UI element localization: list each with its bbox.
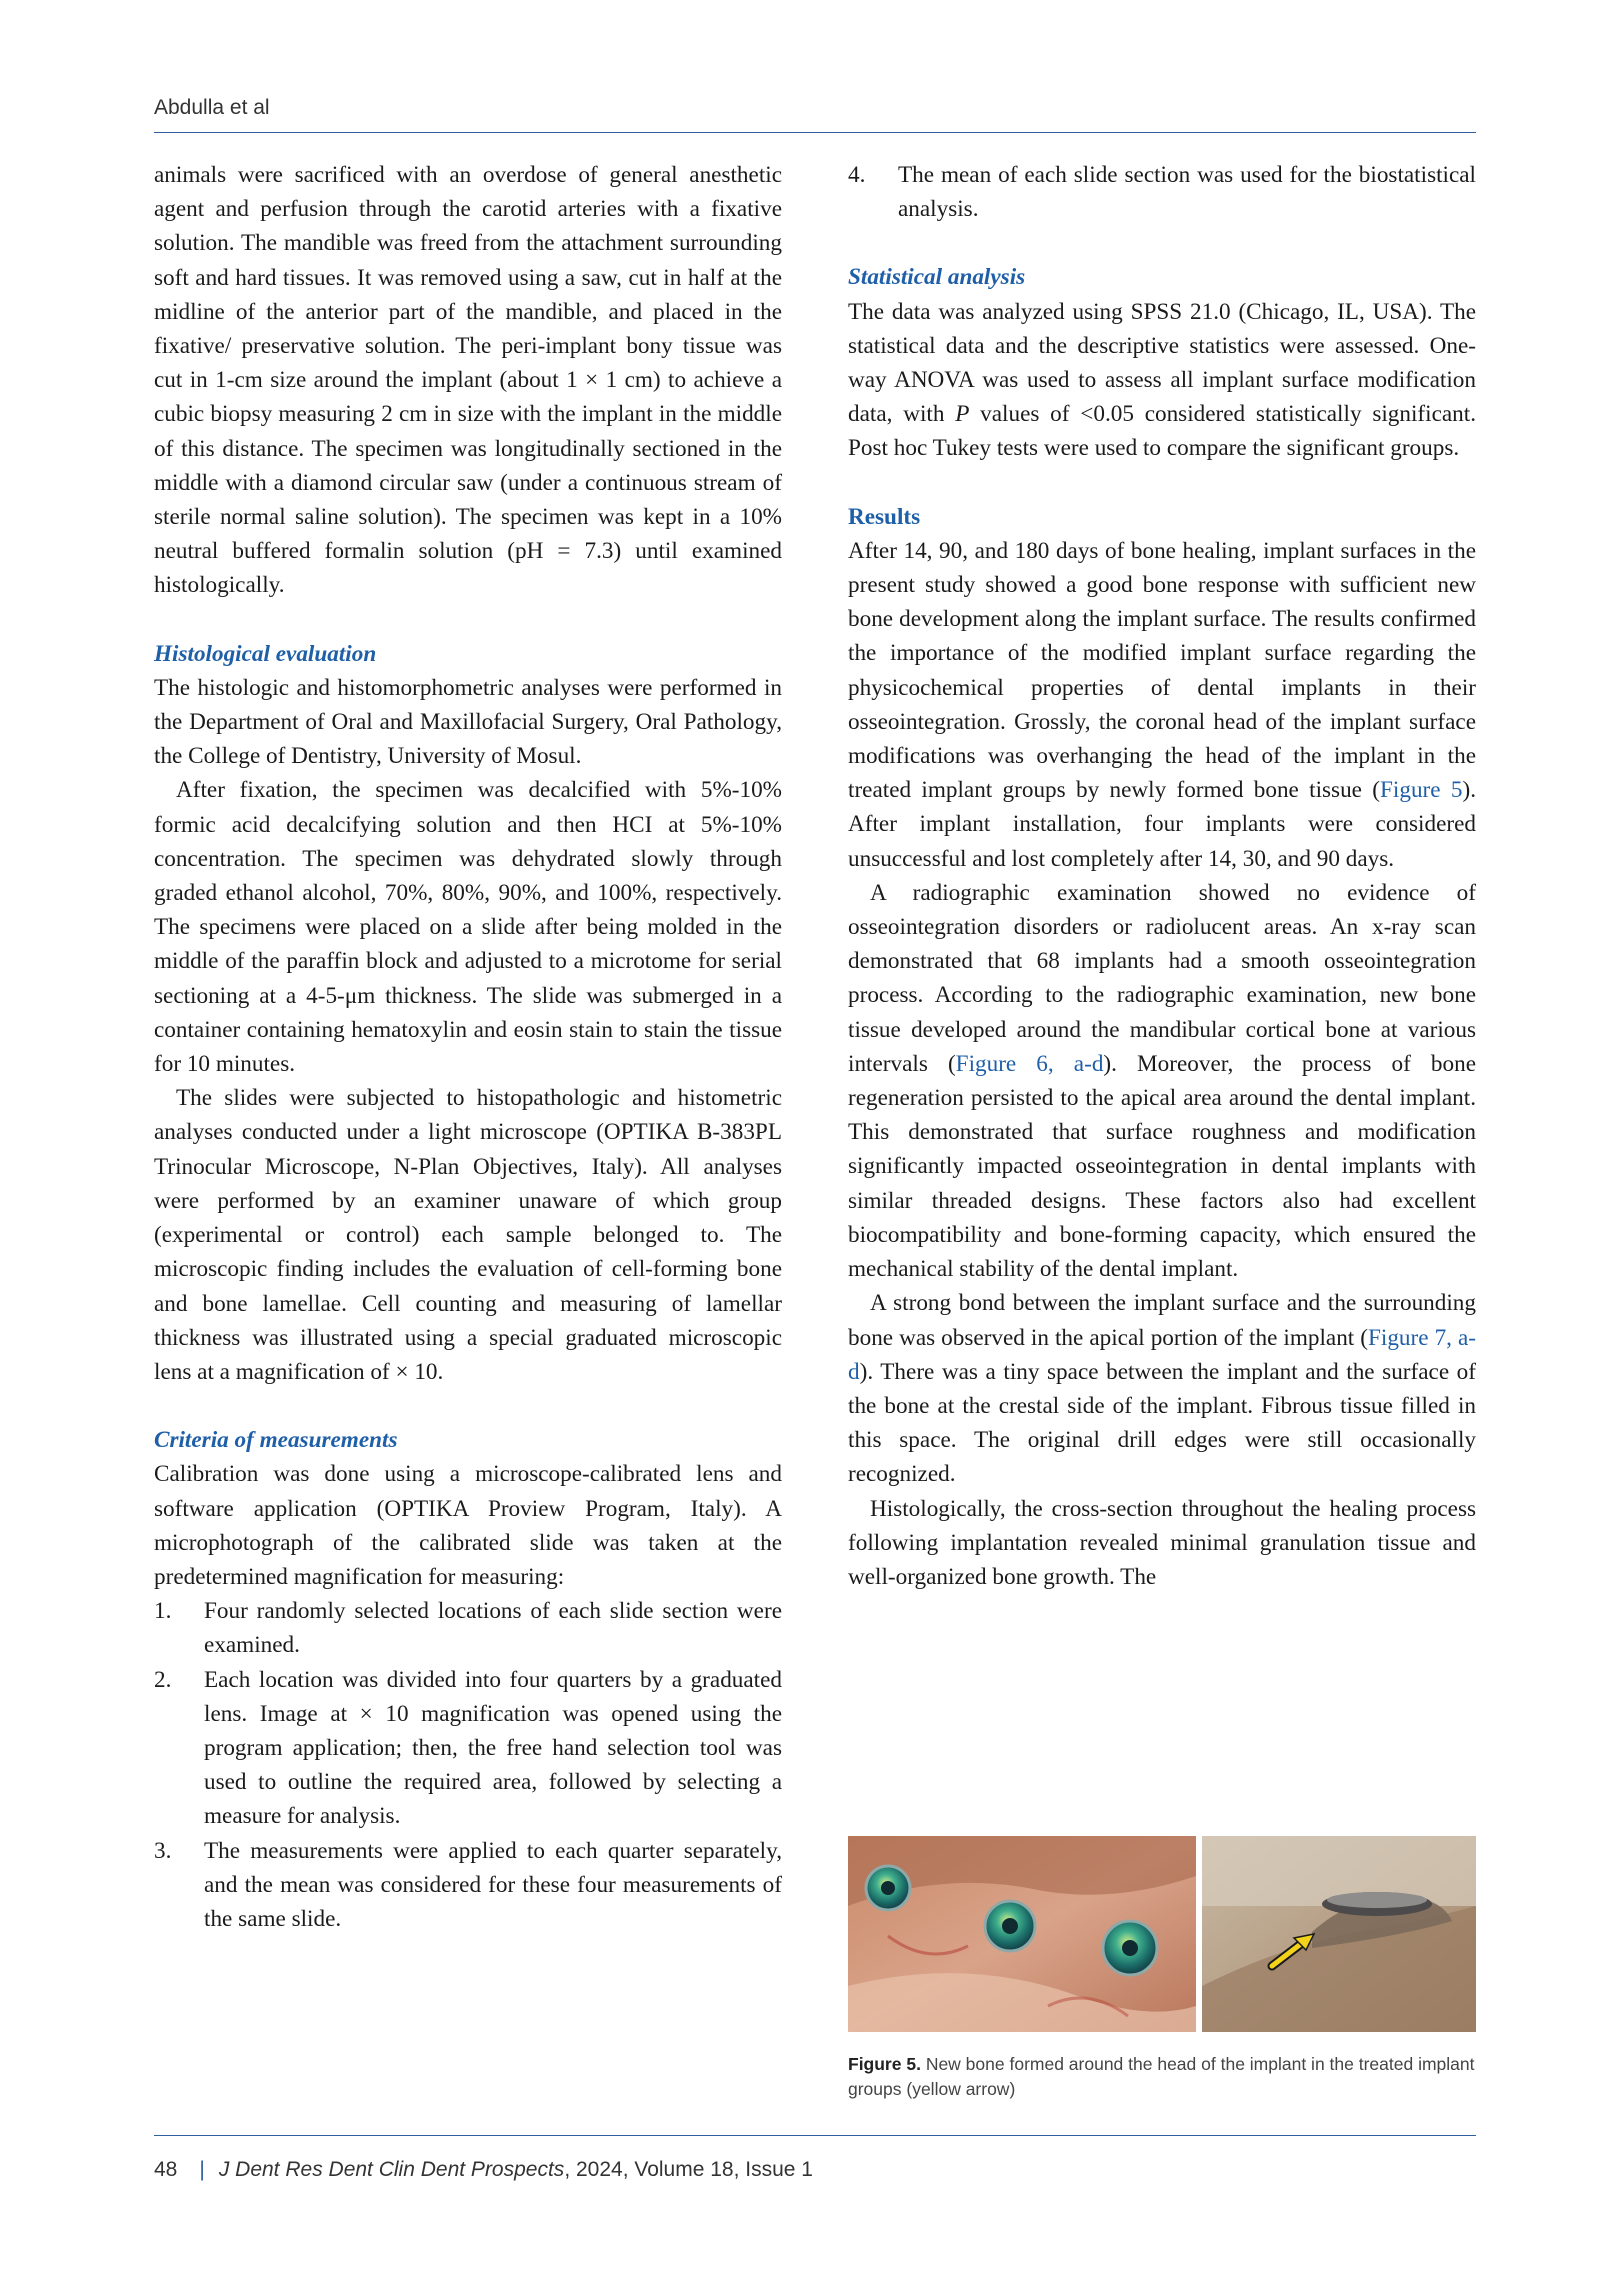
text-run: values of <0.05 considered statistically significant. Post hoc Tukey tests were used to compare the significant groups. (848, 401, 1476, 462)
footer-separator: | (199, 2158, 205, 2181)
paragraph: animals were sacrificed with an overdose of general anesthetic agent and perfusion through the carotid arteries with a fixative solution. The mandible was freed from the attachment surrounding soft and hard tissues. It was removed using a saw, cut in half at the midline of the anterior part of the mandible, and placed in the fixative/ preservative solution. The peri-implant bony tissue was cut in 1-cm size around the implant (about 1 × 1 cm) to achieve a cubic biopsy measuring 2 cm in size with the implant in the middle of this distance. The specimen was longitudinally sectioned in the middle with a diamond circular saw (under a continuous stream of sterile normal saline solution). The specimen was kept in a 10% neutral buffered formalin solution (pH = 7.3) until examined histologically. (154, 162, 782, 599)
paragraph: The slides were subjected to histopathologic and histometric analyses conducted under a light microscope (OPTIKA B-383PL Trinocular Microscope, N-Plan Objectives, Italy). All analyses were performed by an examiner unaware of which group (experimental or control) each sample belonged to. The microscopic finding includes the evaluation of cell-forming bone and bone lamellae. Cell counting and measuring of lamellar thickness was illustrated using a special graduated microscopic lens at a magnification of × 10. (154, 1085, 782, 1385)
paragraph: The histologic and histomorphometric analyses were performed in the Department of Oral and Maxillofacial Surgery, Oral Pathology, the College of Dentistry, University of Mosul. (154, 674, 782, 770)
page-number: 48 (154, 2158, 178, 2181)
journal-issue: , 2024, Volume 18, Issue 1 (564, 2158, 813, 2181)
text-run: ). There was a tiny space between the implant and the surface of the bone at the crestal side of the implant. Fibrous tissue filled in this space. The original drill edges were still occasionally recognized. (848, 1358, 1476, 1488)
list-item-text: The measurements were applied to each quarter separately, and the mean was considered for these four measurements of the same slide. (204, 1837, 782, 1932)
list-number: 1. (154, 1598, 172, 1625)
paragraph: Calibration was done using a microscope-calibrated lens and software application (OPTIKA Proview Program, Italy). A microphotograph of the calibrated slide was taken at the predetermined magnification for measuring: (154, 1461, 782, 1590)
figure-images (848, 1836, 1476, 2032)
list-item-text: The mean of each slide section was used for the biostatistical analysis. (898, 162, 1476, 223)
figure-6-link[interactable]: Figure 6, a-d (955, 1050, 1104, 1077)
right-column (848, 158, 1476, 1594)
text-run: ). After implant installation, four implants were considered unsuccessful and lost completely after 14, 30, and 90 days. (848, 777, 1476, 872)
figure-5 (848, 1836, 1476, 2102)
numbered-list-continued (848, 158, 1476, 226)
paragraph (848, 876, 1476, 1286)
figure-photo-implants-top-view (848, 1836, 1196, 2032)
figure-caption (848, 2052, 1476, 2102)
paragraph (848, 295, 1476, 466)
journal-name: J Dent Res Dent Clin Dent Prospects (218, 2158, 565, 2181)
figure-photo-implant-side-view (1202, 1836, 1476, 2032)
section-heading-histological-evaluation: Histological evaluation (154, 640, 377, 667)
paragraph: Histologically, the cross-section throughout the healing process following implantation revealed minimal granulation tissue and well-organized bone growth. The (848, 1495, 1476, 1590)
paragraph (848, 1286, 1476, 1491)
figure-5-link[interactable]: Figure 5 (1380, 777, 1463, 804)
page-header (154, 96, 1476, 133)
list-item (154, 1594, 782, 1662)
list-item-text: Each location was divided into four quarters by a graduated lens. Image at × 10 magnification was opened using the program application; then, the free hand selection tool was used to outline the required area, followed by selecting a measure for analysis. (204, 1666, 782, 1830)
text-run: A strong bond between the implant surface and the surrounding bone was observed in the apical portion of the implant ( (848, 1290, 1476, 1351)
footer-citation (154, 2158, 813, 2182)
running-head-authors: Abdulla et al (154, 96, 270, 119)
p-symbol: P (955, 401, 970, 428)
text-run: After 14, 90, and 180 days of bone healing, implant surfaces in the present study showed a good bone response with sufficient new bone development along the implant surface. The results confirmed the importance of the modified implant surface regarding the physicochemical properties of dental implants in their osseointegration. Grossly, the coronal head of the implant surface modifications was overhanging the head of the implant in the treated implant groups by newly formed bone tissue ( (848, 537, 1476, 804)
list-number: 2. (154, 1666, 172, 1693)
list-item-text: Four randomly selected locations of each slide section were examined. (204, 1598, 782, 1659)
list-number: 3. (154, 1837, 172, 1864)
list-item (848, 158, 1476, 226)
list-item (154, 1834, 782, 1937)
text-run: The data was analyzed using SPSS 21.0 (Chicago, IL, USA). The statistical data and the descriptive statistics were assessed. One-way ANOVA was used to assess all implant surface modification data, with (848, 298, 1476, 428)
paragraph: After fixation, the specimen was decalcified with 5%‑10% formic acid decalcifying solution and then HCI at 5%‑10% concentration. The specimen was dehydrated slowly through graded ethanol alcohol, 70%, 80%, 90%, and 100%, respectively. The specimens were placed on a slide after being molded in the middle of the paraffin block and adjusted to a microtome for serial sectioning at a 4‑5‑μm thickness. The slide was submerged in a container containing hematoxylin and eosin stain to stain the tissue for 10 minutes. (154, 777, 782, 1078)
section-heading-results: Results (848, 503, 921, 530)
text-run: ). Moreover, the process of bone regeneration persisted to the apical area around the dental implant. This demonstrated that surface roughness and modification significantly impacted osseointegration in dental implants with similar threaded designs. These factors also had excellent biocompatibility and bone-forming capacity, which ensured the mechanical stability of the dental implant. (848, 1050, 1476, 1283)
figure-caption-text: New bone formed around the head of the implant in the treated implant groups (yellow arrow) (848, 2054, 1475, 2099)
figure-label: Figure 5. (848, 2054, 921, 2074)
left-column (154, 158, 782, 1936)
photo-implant-bone-overgrowth (1202, 1836, 1476, 2032)
numbered-list (154, 1594, 782, 1936)
page-footer (154, 2135, 1476, 2181)
list-item (154, 1663, 782, 1834)
figure-7-link[interactable]: Figure 7, a-d (848, 1324, 1476, 1385)
photo-implant-heads (848, 1836, 1196, 2032)
section-heading-statistical-analysis: Statistical analysis (848, 264, 1026, 291)
section-heading-criteria-of-measurements: Criteria of measurements (154, 1427, 398, 1454)
paragraph (848, 534, 1476, 876)
list-number: 4. (848, 162, 866, 188)
text-run: A radiographic examination showed no evidence of osseointegration disorders or radiolucent areas. An x-ray scan demonstrated that 68 implants had a smooth osseointegration process. According to the radiographic examination, new bone tissue developed around the mandibular cortical bone at various intervals ( (848, 879, 1476, 1077)
